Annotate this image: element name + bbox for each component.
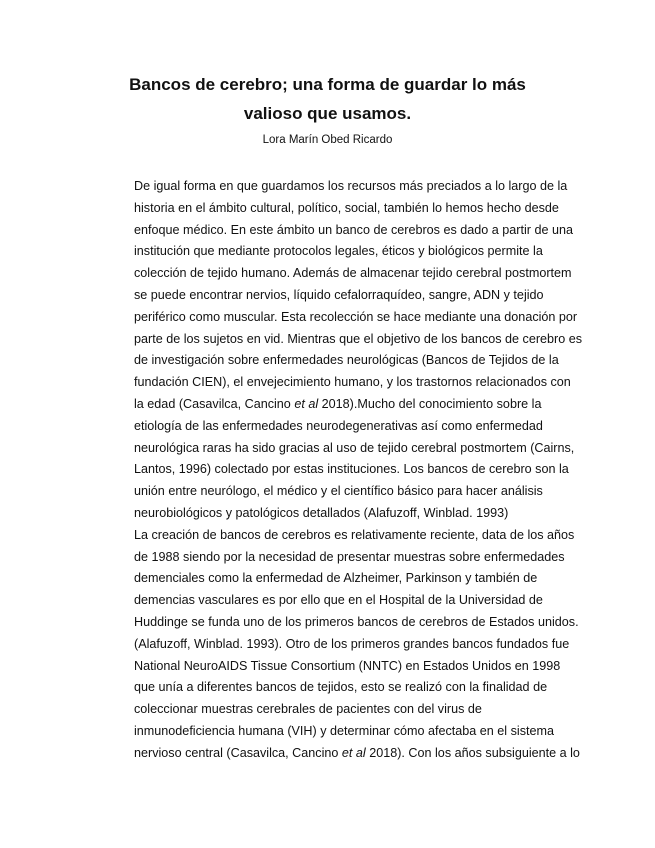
body-text-line [134,547,574,569]
body-text-line [134,612,579,634]
body-text-line [134,220,574,242]
body-text-segment: de investigación sobre enfermedades neurológicas (Bancos de Tejidos de la [134,353,559,368]
body-text-line [134,285,574,307]
body-text-line [134,634,574,656]
body-text-segment: enfoque médico. En este ámbito un banco de cerebros es dado a partir de una [134,222,573,237]
body-text-line [134,677,574,699]
body-text-line [134,263,574,285]
body-text-line [134,394,574,416]
body-text-segment: 2018).Mucho del conocimiento sobre la [318,396,542,411]
body-text-segment: National NeuroAIDS Tissue Consortium (NNTC) en Estados Unidos en 1998 [134,658,561,673]
body-text-segment: inmunodeficiencia humana (VIH) y determinar cómo afectaba en el sistema [134,723,554,738]
body-text-segment: nervioso central (Casavilca, Cancino [134,745,342,760]
body-text-line [134,743,580,765]
body-text-segment: fundación CIEN), el envejecimiento humano, y los trastornos relacionados con [134,375,571,390]
body-text-segment: se puede encontrar nervios, líquido cefalorraquídeo, sangre, ADN y tejido [134,287,544,302]
body-text-segment: unión entre neurólogo, el médico y el científico básico para hacer análisis [134,484,543,499]
document-title-line-2: valioso que usamos. [243,104,412,123]
body-text-segment: periférico como muscular. Esta recolección se hace mediante una donación por [134,309,578,324]
body-text-line [134,568,574,590]
body-text-segment: (Alafuzoff, Winblad. 1993). Otro de los primeros grandes bancos fundados fue [134,636,570,651]
body-text-segment: colección de tejido humano. Además de almacenar tejido cerebral postmortem [134,266,572,281]
body-text-segment: neurológica raras ha sido gracias al uso de tejido cerebral postmortem (Cairns, [134,440,575,455]
document-title-line-1: Bancos de cerebro; una forma de guardar lo más [129,75,526,94]
document-author: Lora Marín Obed Ricardo [262,134,393,146]
body-text-segment: demenciales como la enfermedad de Alzheimer, Parkinson y también de [134,571,538,586]
body-text-line [134,198,574,220]
body-text-line [134,307,578,329]
body-text-line [134,438,574,460]
body-text-segment: demencias vasculares es por ello que en el Hospital de la Universidad de [134,593,543,608]
body-text-line [134,656,574,678]
body-text-segment: De igual forma en que guardamos los recursos más preciados a lo largo de la [134,179,568,193]
body-text-line [134,590,574,612]
body-text-line [134,503,574,525]
body-text-line [134,350,574,372]
body-text-segment: 2018). Con los años subsiguiente a lo [365,745,580,760]
body-text-segment: neurobiológicos y patológicos detallados (Alafuzoff, Winblad. 1993) [134,505,509,520]
body-text-line [134,721,574,743]
body-text-segment: parte de los sujetos en vid. Mientras que el objetivo de los bancos de cerebro es [134,331,583,346]
body-text-segment: etiología de las enfermedades neurodegenerativas así como enfermedad [134,418,543,433]
document-body [134,176,583,765]
body-text-line [134,459,574,481]
body-text-line [134,481,574,503]
body-text-line [134,176,574,198]
body-text-line [134,416,574,438]
body-text-segment: Lantos, 1996) colectado por estas instituciones. Los bancos de cerebro son la [134,462,569,477]
body-text-line [134,699,574,721]
body-text-segment: institución que mediante protocolos legales, éticos y biológicos permite la [134,244,543,259]
body-text-line [134,525,574,547]
body-text-segment: la edad (Casavilca, Cancino [134,396,295,411]
body-text-segment: historia en el ámbito cultural, político, social, también lo hemos hecho desde [134,200,559,215]
body-text-segment: Huddinge se funda uno de los primeros bancos de cerebros de Estados unidos. [134,614,579,629]
body-text-segment: que unía a diferentes bancos de tejidos, esto se realizó con la finalidad de [134,680,548,695]
body-text-line [134,372,574,394]
body-text-italic: et al [294,396,319,411]
body-text-segment: coleccionar muestras cerebrales de pacientes con del virus de [134,702,482,717]
body-text-segment: de 1988 siendo por la necesidad de presentar muestras sobre enfermedades [134,549,565,564]
body-text-line [134,329,583,351]
body-text-segment: La creación de bancos de cerebros es relativamente reciente, data de los años [134,527,575,542]
body-text-italic: et al [341,745,366,760]
body-text-line [134,241,574,263]
